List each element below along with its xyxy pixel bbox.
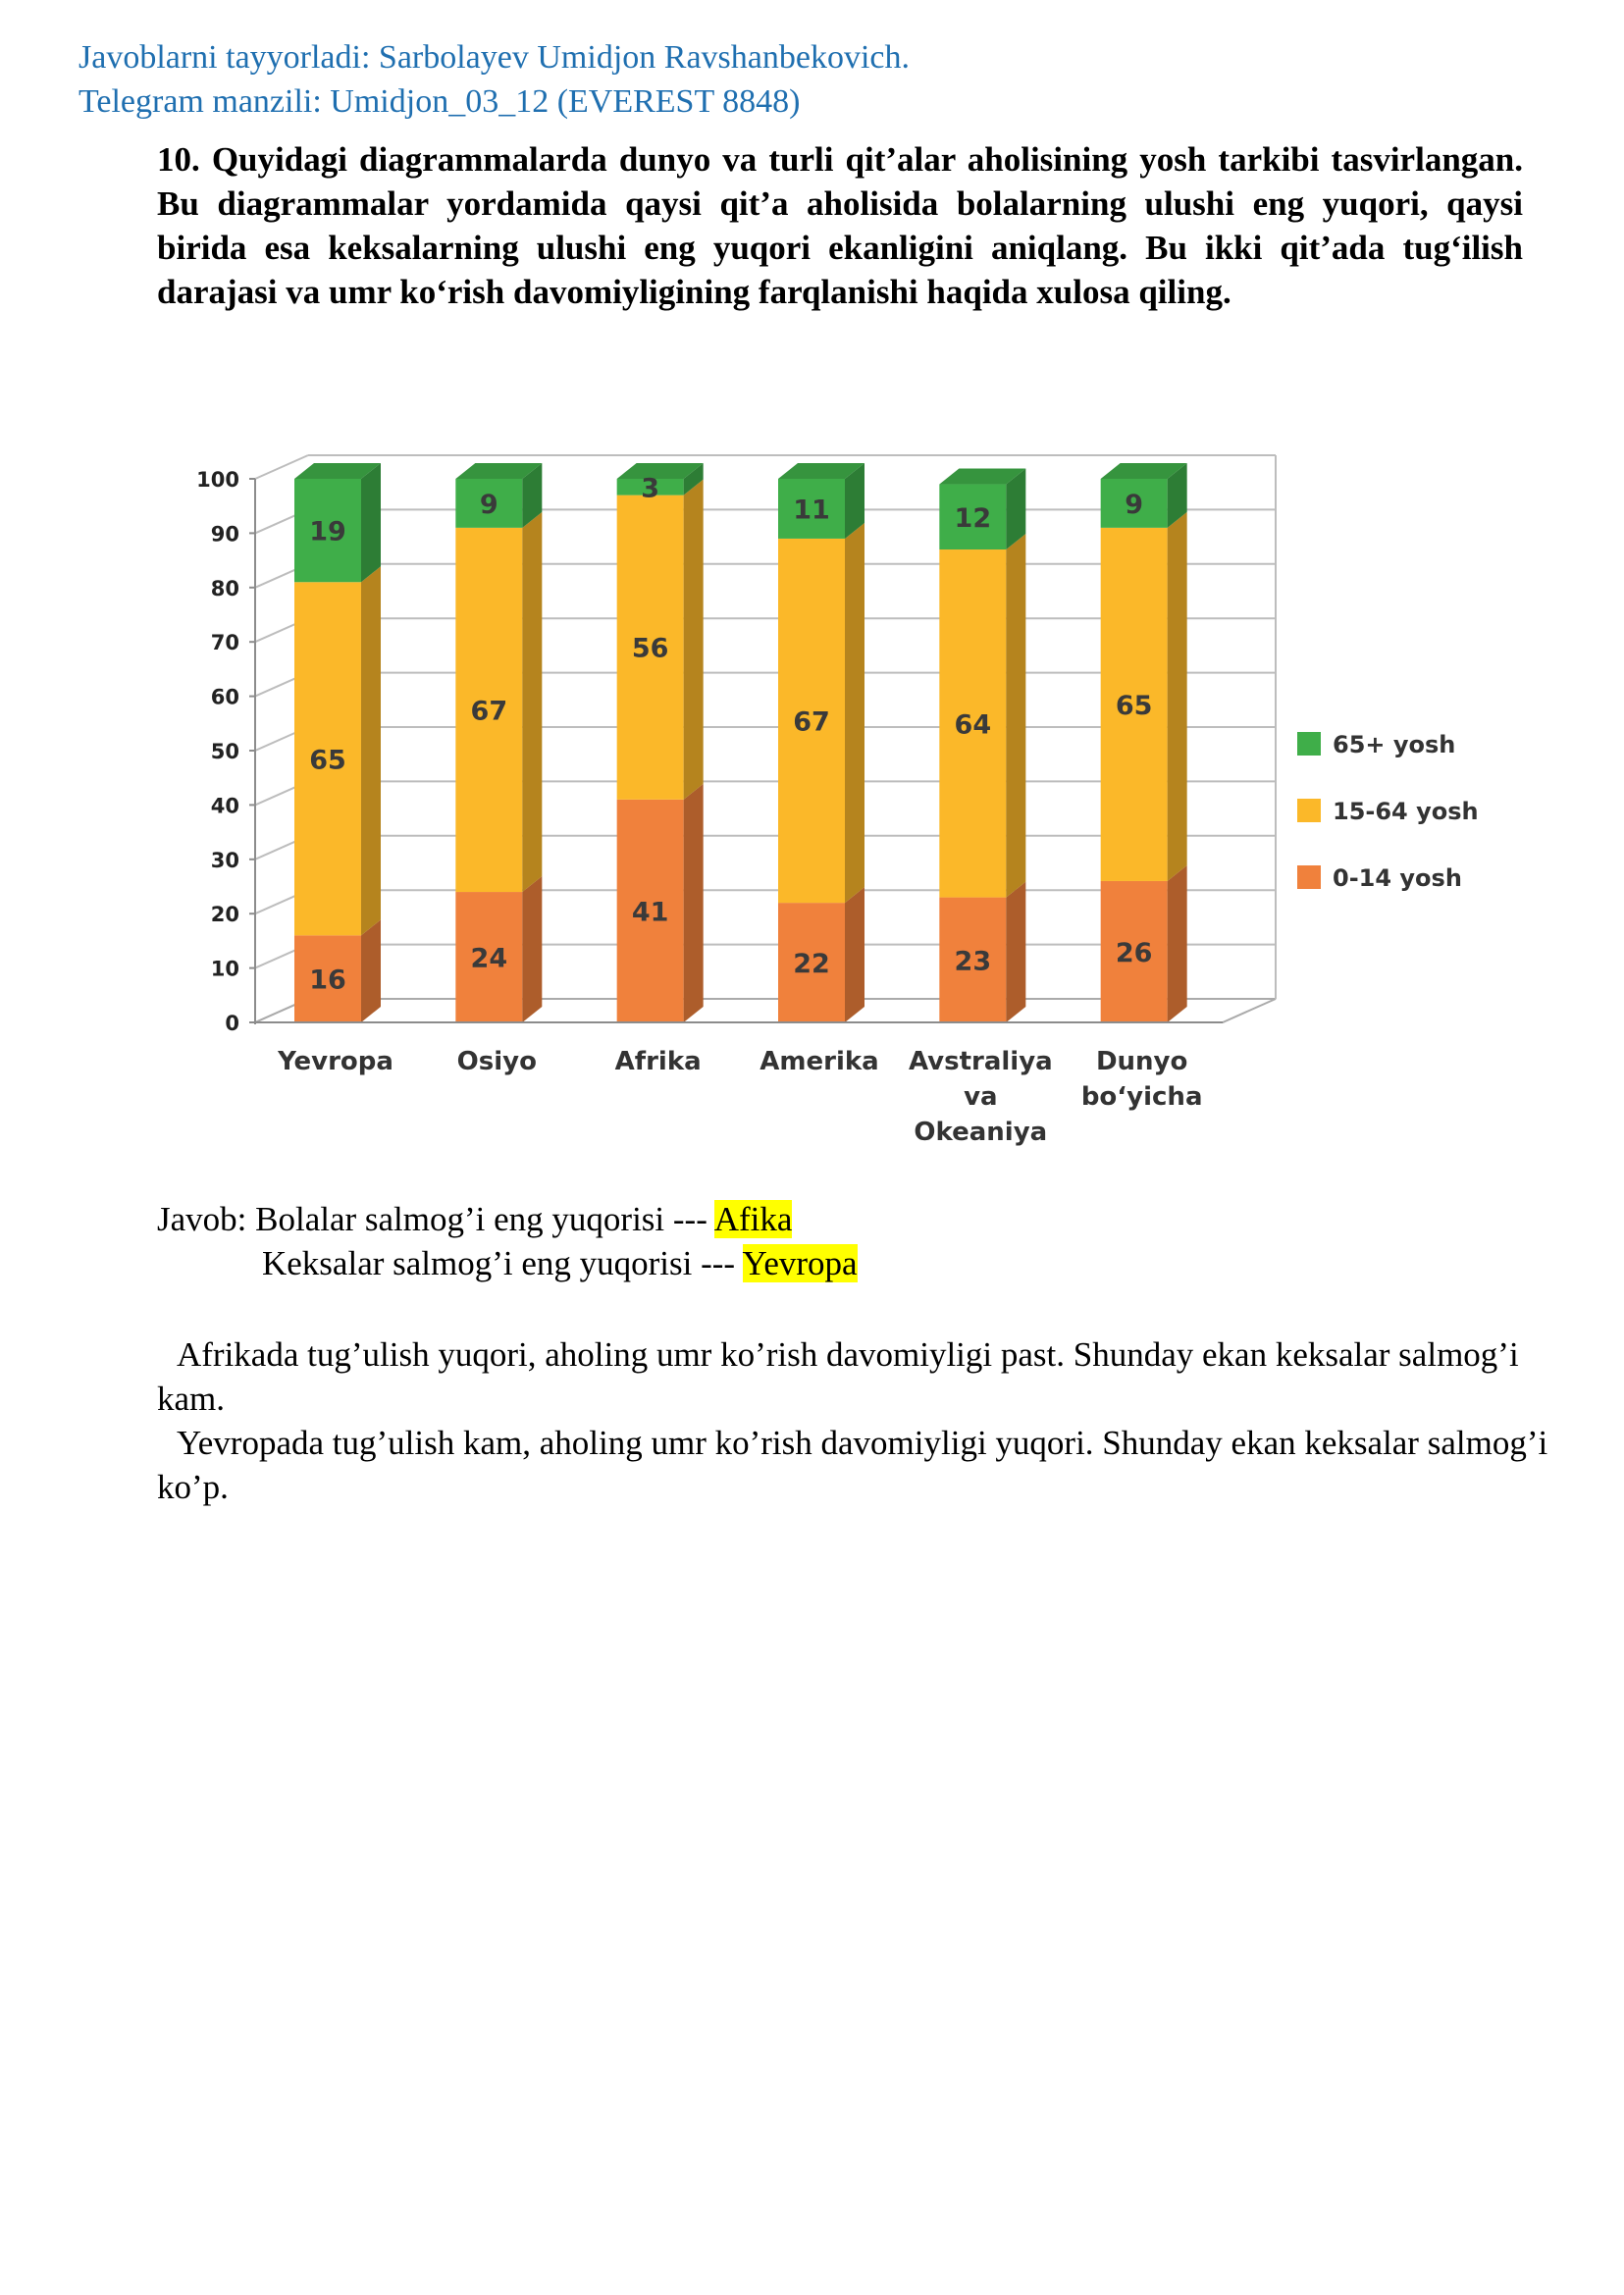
x-tick-label: Afrika xyxy=(614,1047,702,1076)
answer-elderly-value: Yevropa xyxy=(742,1244,858,1282)
author-line: Javoblarni tayyorladi: Sarbolayev Umidjon Ravshanbekovich. xyxy=(79,39,910,76)
x-tick-label: Osiyo xyxy=(456,1047,537,1076)
bar-segment-side xyxy=(845,887,864,1022)
data-label: 12 xyxy=(954,502,992,534)
y-tick-label: 0 xyxy=(225,1012,239,1035)
author-header xyxy=(79,35,910,124)
answer-block xyxy=(157,1197,858,1285)
age-structure-chart xyxy=(177,422,1482,1168)
y-tick-label: 60 xyxy=(210,685,239,709)
data-label: 9 xyxy=(479,489,498,520)
data-label: 23 xyxy=(954,946,992,977)
x-tick-label: Amerika xyxy=(760,1047,879,1076)
data-label: 3 xyxy=(641,473,660,504)
x-tick-label: bo‘yicha xyxy=(1080,1082,1203,1112)
bar-segment-side xyxy=(1006,882,1025,1022)
x-tick-label: Yevropa xyxy=(278,1047,393,1076)
conclusion-europe: Yevropada tug’ulish kam, aholing umr ko’rish davomiyligi yuqori. Shunday ekan keksalar salmog’i ko’p. xyxy=(157,1424,1548,1506)
bar-segment-side xyxy=(1168,512,1187,881)
bar-segment-side xyxy=(1006,534,1025,898)
answer-elderly-line xyxy=(157,1241,858,1285)
legend-label: 0-14 yosh xyxy=(1333,864,1462,892)
chart-bars xyxy=(294,463,1187,1022)
data-label: 65 xyxy=(309,745,346,776)
legend-swatch xyxy=(1297,865,1321,889)
legend-item xyxy=(1297,798,1479,825)
data-label: 19 xyxy=(309,516,346,548)
data-label: 64 xyxy=(954,709,992,741)
legend-label: 15-64 yosh xyxy=(1333,798,1479,825)
x-tick-label: Avstraliya xyxy=(908,1047,1053,1076)
bar-segment-side xyxy=(361,919,381,1022)
legend-item xyxy=(1297,731,1455,758)
y-tick-label: 20 xyxy=(210,903,239,927)
answer-children-value: Afika xyxy=(713,1200,793,1238)
bar-stack xyxy=(294,463,381,1022)
bar-segment-side xyxy=(522,876,542,1022)
y-tick-label: 40 xyxy=(210,794,239,818)
data-label: 67 xyxy=(793,706,830,738)
data-label: 65 xyxy=(1115,690,1153,721)
bar-segment-side xyxy=(361,566,381,935)
x-tick-label: Dunyo xyxy=(1095,1047,1188,1076)
bar-segment-side xyxy=(845,523,864,903)
telegram-line: Telegram manzili: Umidjon_03_12 (EVEREST 8848) xyxy=(79,83,801,120)
y-tick-label: 90 xyxy=(210,522,239,547)
legend-item xyxy=(1297,864,1462,892)
bar-stack xyxy=(455,463,542,1022)
data-label: 16 xyxy=(309,965,346,996)
legend-swatch xyxy=(1297,799,1321,822)
x-axis xyxy=(255,1022,1223,1147)
y-tick-label: 50 xyxy=(210,740,239,763)
bar-stack xyxy=(939,469,1025,1022)
bar-segment-side xyxy=(1168,865,1187,1022)
question-text: 10. Quyidagi diagrammalarda dunyo va turli qit’alar aholisining yosh tarkibi tasvirlangan. Bu diagrammalar yordamida qaysi qit’a aholisida bolalarning ulushi eng yuqori, qaysi birida esa keksalarning ulushi eng yuqori ekanligini aniqlang. Bu ikki qit’ada tug‘ilish darajasi va umr ko‘rish davomiyligining farqlanishi haqida xulosa qiling. xyxy=(157,140,1523,311)
data-label: 67 xyxy=(470,696,508,727)
legend-swatch xyxy=(1297,732,1321,756)
data-label: 9 xyxy=(1125,489,1144,520)
answer-children-label: Javob: Bolalar salmog’i eng yuqorisi --- xyxy=(157,1200,714,1238)
data-label: 26 xyxy=(1115,937,1153,968)
answer-children-line xyxy=(157,1197,858,1241)
bar-stack xyxy=(617,463,704,1022)
data-label: 24 xyxy=(470,943,508,974)
conclusion-africa: Afrikada tug’ulish yuqori, aholing umr ko’rish davomiyligi past. Shunday ekan keksalar salmog’i kam. xyxy=(157,1335,1519,1418)
bar-segment-side xyxy=(684,480,704,800)
data-label: 56 xyxy=(631,633,669,664)
y-tick-label: 80 xyxy=(210,576,239,600)
y-tick-label: 70 xyxy=(210,631,239,655)
conclusion-block xyxy=(157,1332,1550,1509)
bar-stack xyxy=(778,463,864,1022)
data-label: 11 xyxy=(793,495,830,526)
y-tick-label: 30 xyxy=(210,848,239,872)
bar-segment-side xyxy=(522,512,542,892)
answer-elderly-label: Keksalar salmog’i eng yuqorisi --- xyxy=(262,1244,743,1282)
y-axis xyxy=(196,468,255,1035)
x-tick-label: Okeaniya xyxy=(914,1118,1048,1147)
bar-segment-side xyxy=(684,784,704,1022)
data-label: 22 xyxy=(793,949,830,980)
y-tick-label: 100 xyxy=(196,468,239,492)
bar-segment-side xyxy=(361,463,381,582)
data-label: 41 xyxy=(631,897,669,928)
chart-legend xyxy=(1297,731,1479,892)
y-tick-label: 10 xyxy=(210,957,239,981)
x-tick-label: va xyxy=(964,1082,998,1112)
bar-stack xyxy=(1101,463,1187,1022)
legend-label: 65+ yosh xyxy=(1333,731,1456,758)
